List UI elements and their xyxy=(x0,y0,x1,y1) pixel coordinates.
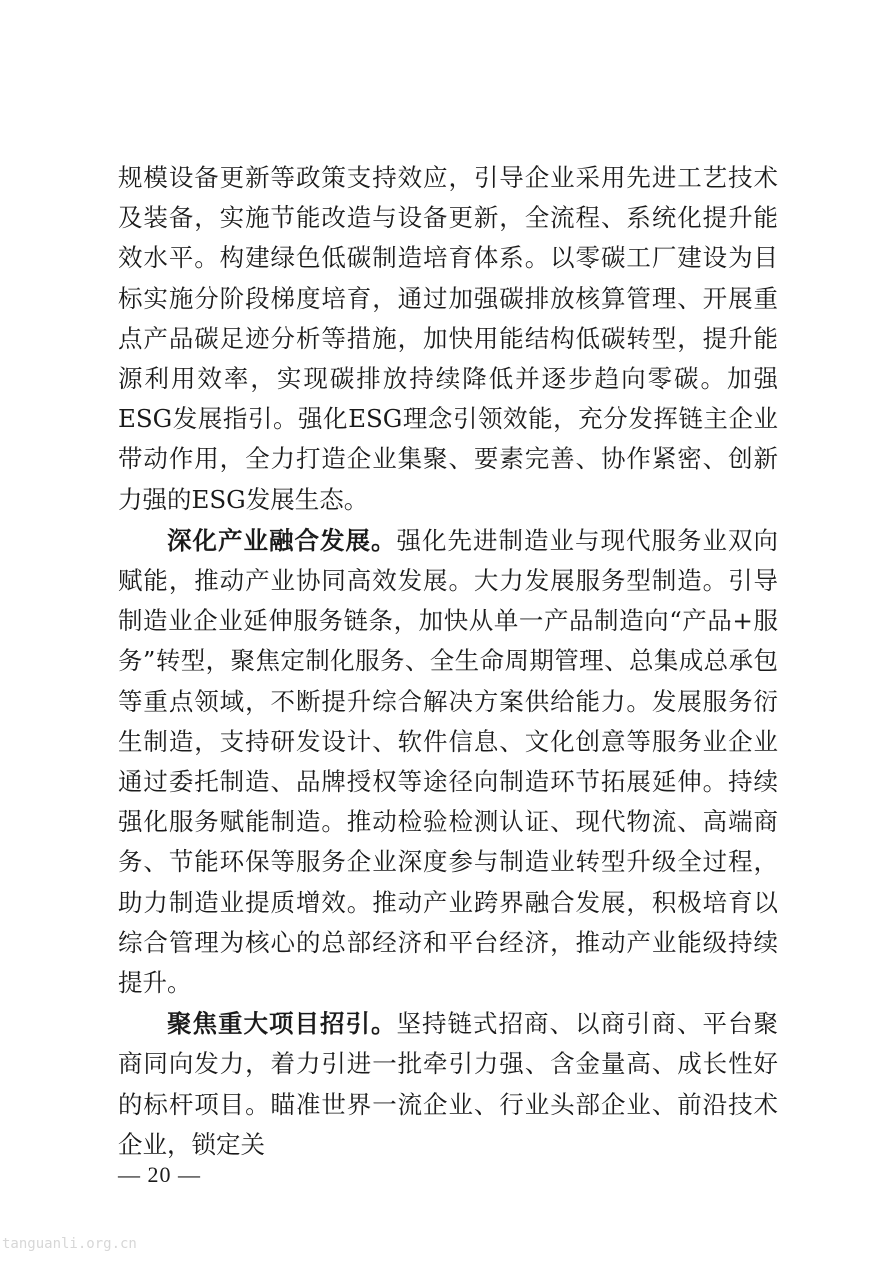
paragraph-3 xyxy=(118,1004,778,1165)
paragraph-2-heading: 深化产业融合发展。 xyxy=(167,525,397,555)
paragraph-3-heading: 聚焦重大项目招引。 xyxy=(167,1009,397,1039)
paragraph-1-text: 规模设备更新等政策支持效应，引导企业采用先进工艺技术及装备，实施节能改造与设备更新，全流程、系统化提升能效水平。构建绿色低碳制造培育体系。以零碳工厂建设为目标实施分阶段梯度培育，通过加强碳排放核算管理、开展重点产品碳足迹分析等措施，加快用能结构低碳转型，提升能源利用效率，实现碳排放持续降低并逐步趋向零碳。加强ESG发展指引。强化ESG理念引领效能，充分发挥链主企业带动作用，全力打造企业集聚、要素完善、协作紧密、创新力强的ESG发展生态。 xyxy=(118,163,778,514)
page-number: — 20 — xyxy=(118,1162,201,1187)
document-body xyxy=(118,158,778,1165)
paragraph-1 xyxy=(118,158,778,520)
watermark: tanguanli.org.cn xyxy=(2,1236,137,1252)
paragraph-3-text: 坚持链式招商、以商引商、平台聚商同向发力，着力引进一批牵引力强、含金量高、成长性好的标杆项目。瞄准世界一流企业、行业头部企业、前沿技术企业，锁定关 xyxy=(118,1009,778,1159)
paragraph-2-text: 强化先进制造业与现代服务业双向赋能，推动产业协同高效发展。大力发展服务型制造。引导制造业企业延伸服务链条，加快从单一产品制造向“产品+服务”转型，聚焦定制化服务、全生命周期管理、总集成总承包等重点领域，不断提升综合解决方案供给能力。发展服务衍生制造，支持研发设计、软件信息、文化创意等服务业企业通过委托制造、品牌授权等途径向制造环节拓展延伸。持续强化服务赋能制造。推动检验检测认证、现代物流、高端商务、节能环保等服务企业深度参与制造业转型升级全过程，助力制造业提质增效。推动产业跨界融合发展，积极培育以综合管理为核心的总部经济和平台经济，推动产业能级持续提升。 xyxy=(118,525,778,998)
paragraph-2 xyxy=(118,521,778,1003)
